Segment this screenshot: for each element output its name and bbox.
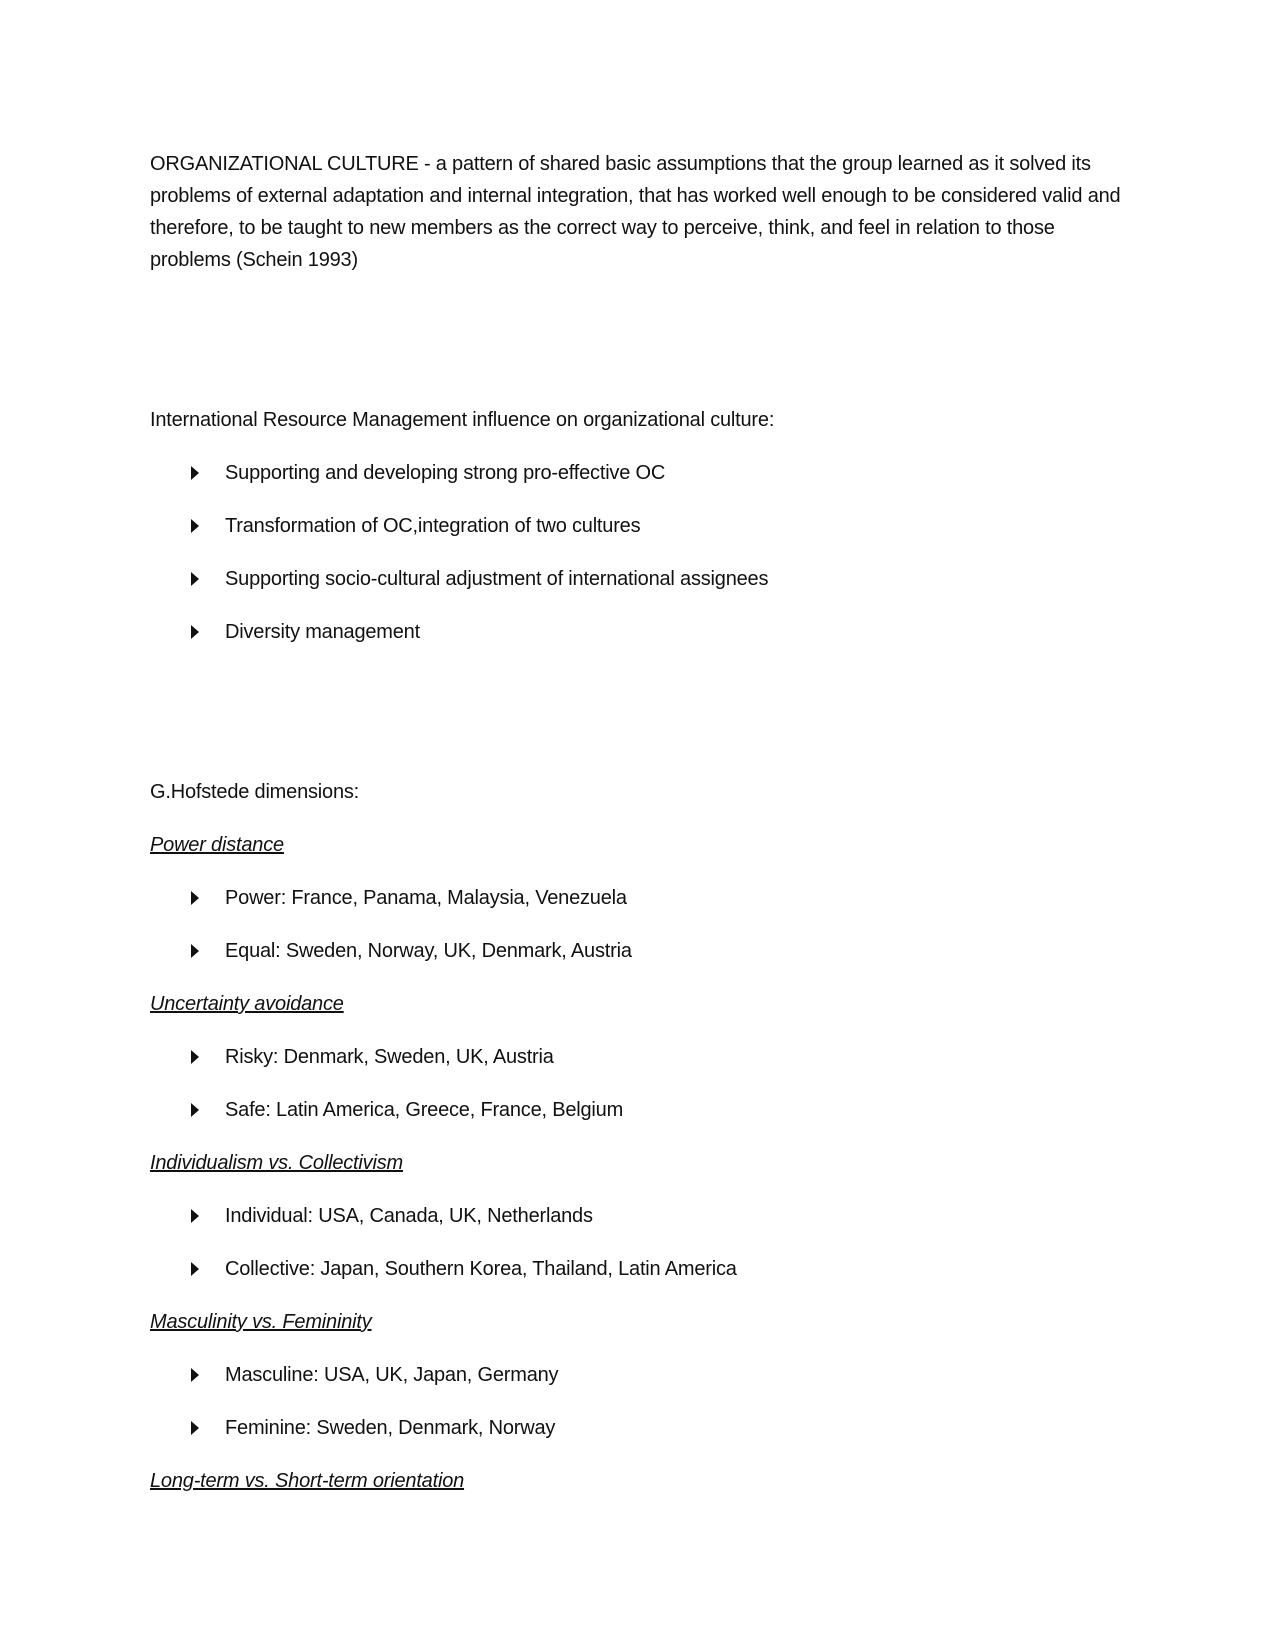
power-distance-heading: Power distance <box>150 834 284 856</box>
bullet-arrow-icon <box>191 1209 199 1223</box>
irm-heading: International Resource Management influence on organizational culture: <box>150 409 775 431</box>
uncertainty-avoidance-list <box>150 1041 1130 1126</box>
bullet-arrow-icon <box>191 1368 199 1382</box>
list-item <box>150 1094 1130 1126</box>
bullet-arrow-icon <box>191 625 199 639</box>
list-item <box>150 563 1130 595</box>
list-item <box>150 1253 1130 1285</box>
bullet-arrow-icon <box>191 1421 199 1435</box>
list-item-text: Equal: Sweden, Norway, UK, Denmark, Austria <box>225 940 632 962</box>
list-item <box>150 1200 1130 1232</box>
list-item <box>150 1412 1130 1444</box>
list-item-text: Supporting and developing strong pro-effective OC <box>225 462 666 484</box>
list-item-text: Feminine: Sweden, Denmark, Norway <box>225 1417 556 1439</box>
uncertainty-avoidance-heading: Uncertainty avoidance <box>150 993 344 1015</box>
list-item <box>150 882 1130 914</box>
masculinity-list <box>150 1359 1130 1444</box>
list-item <box>150 1041 1130 1073</box>
bullet-arrow-icon <box>191 1103 199 1117</box>
list-item-text: Masculine: USA, UK, Japan, Germany <box>225 1364 559 1386</box>
long-term-heading: Long-term vs. Short-term orientation <box>150 1470 465 1492</box>
list-item-text: Supporting socio-cultural adjustment of international assignees <box>225 568 769 590</box>
list-item <box>150 510 1130 542</box>
individualism-list <box>150 1200 1130 1285</box>
list-item <box>150 935 1130 967</box>
list-item <box>150 457 1130 489</box>
bullet-arrow-icon <box>191 944 199 958</box>
hofstede-heading: G.Hofstede dimensions: <box>150 781 360 803</box>
list-item-text: Collective: Japan, Southern Korea, Thailand, Latin America <box>225 1258 737 1280</box>
bullet-arrow-icon <box>191 1262 199 1276</box>
masculinity-heading: Masculinity vs. Femininity <box>150 1311 372 1333</box>
definition-paragraph: ORGANIZATIONAL CULTURE - a pattern of shared basic assumptions that the group learned as it solved its problems of external adaptation and internal integration, that has worked well enough to be considered valid and therefore, to be taught to new members as the correct way to perceive, think, and feel in relation to those problems (Schein 1993) <box>150 153 1121 271</box>
list-item-text: Individual: USA, Canada, UK, Netherlands <box>225 1205 593 1227</box>
irm-list <box>150 457 1130 648</box>
power-distance-list <box>150 882 1130 967</box>
individualism-heading: Individualism vs. Collectivism <box>150 1152 403 1174</box>
bullet-arrow-icon <box>191 519 199 533</box>
bullet-arrow-icon <box>191 891 199 905</box>
list-item <box>150 1359 1130 1391</box>
document-page <box>150 148 1130 1497</box>
bullet-arrow-icon <box>191 572 199 586</box>
list-item-text: Safe: Latin America, Greece, France, Belgium <box>225 1099 624 1121</box>
list-item-text: Transformation of OC,integration of two cultures <box>225 515 641 537</box>
list-item-text: Diversity management <box>225 621 420 643</box>
bullet-arrow-icon <box>191 466 199 480</box>
bullet-arrow-icon <box>191 1050 199 1064</box>
list-item-text: Risky: Denmark, Sweden, UK, Austria <box>225 1046 554 1068</box>
list-item-text: Power: France, Panama, Malaysia, Venezuela <box>225 887 627 909</box>
list-item <box>150 616 1130 648</box>
